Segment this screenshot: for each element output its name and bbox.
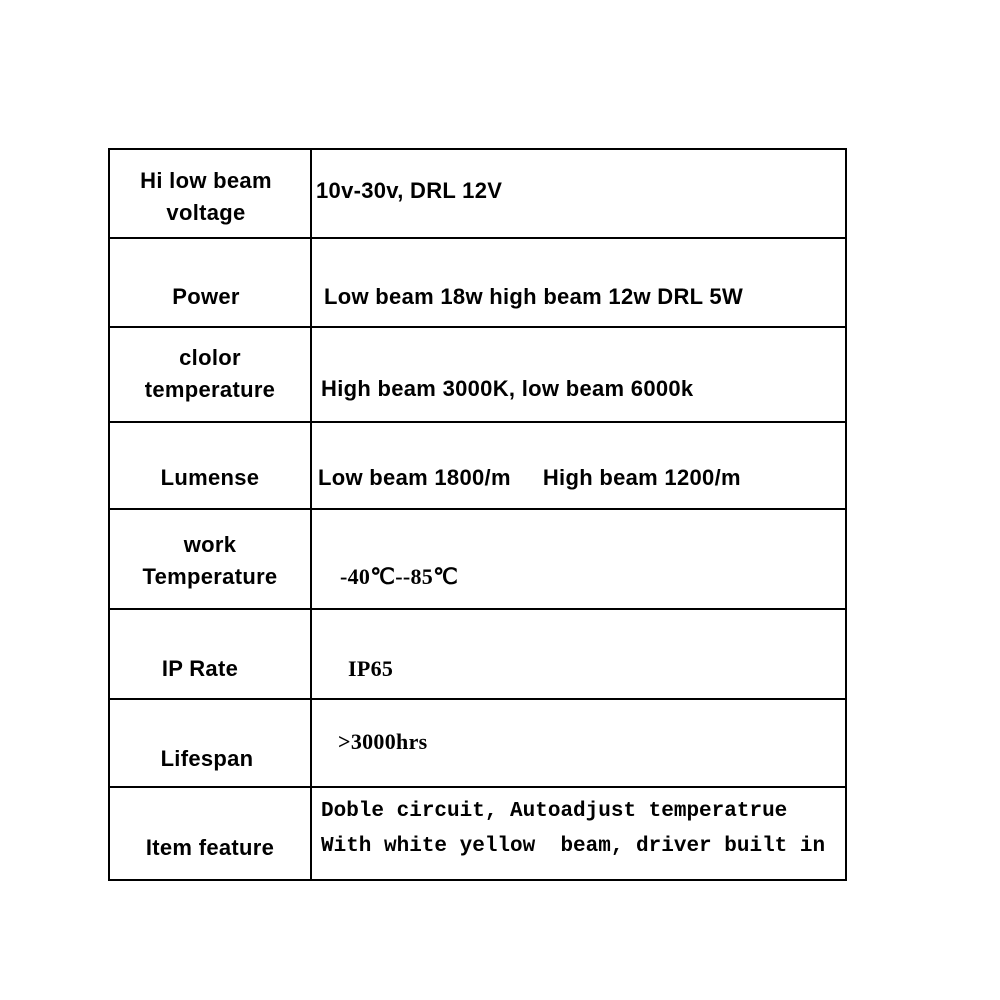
- row-value-text: >3000hrs: [338, 729, 428, 754]
- row-label-text: IP Rate: [161, 656, 239, 681]
- row-label-text: Lumense: [160, 464, 260, 490]
- table-row: [109, 787, 846, 880]
- row-label: [109, 699, 311, 787]
- table-row: [109, 238, 846, 327]
- row-label-text: clolor temperature: [144, 344, 276, 402]
- table-row: [109, 699, 846, 787]
- table-row: [109, 509, 846, 609]
- table-row: [109, 422, 846, 509]
- row-value-text: Low beam 1800/m High beam 1200/m: [318, 464, 741, 490]
- row-label-text: Item feature: [145, 834, 275, 860]
- row-label-text: work Temperature: [142, 532, 278, 589]
- row-value: [311, 609, 846, 699]
- row-value: [311, 149, 846, 238]
- row-value-text: -40℃--85℃: [340, 564, 459, 589]
- row-value: [311, 422, 846, 509]
- row-label: [109, 238, 311, 327]
- row-label: [109, 327, 311, 422]
- row-label: [109, 787, 311, 880]
- row-value: [311, 787, 846, 880]
- table-row: [109, 327, 846, 422]
- spec-table: [108, 148, 847, 881]
- row-value: [311, 699, 846, 787]
- row-label-text: Power: [172, 283, 240, 309]
- feature-line: With white yellow beam, driver built in: [321, 834, 826, 858]
- row-value: [311, 509, 846, 609]
- row-label: [109, 149, 311, 238]
- row-value-text: 10v-30v, DRL 12V: [316, 177, 503, 203]
- feature-line: Doble circuit, Autoadjust temperatrue: [321, 799, 788, 823]
- table-row: [109, 149, 846, 238]
- row-value: [311, 327, 846, 422]
- row-label: [109, 422, 311, 509]
- row-value: [311, 238, 846, 327]
- row-value-text: IP65: [348, 656, 394, 681]
- row-value-text: Low beam 18w high beam 12w DRL 5W: [324, 283, 744, 309]
- table-row: [109, 609, 846, 699]
- row-label: [109, 509, 311, 609]
- row-label-text: Lifespan: [160, 746, 254, 771]
- row-label-text: Hi low beam voltage: [140, 167, 272, 225]
- row-label: [109, 609, 311, 699]
- row-value-text: High beam 3000K, low beam 6000k: [321, 375, 694, 401]
